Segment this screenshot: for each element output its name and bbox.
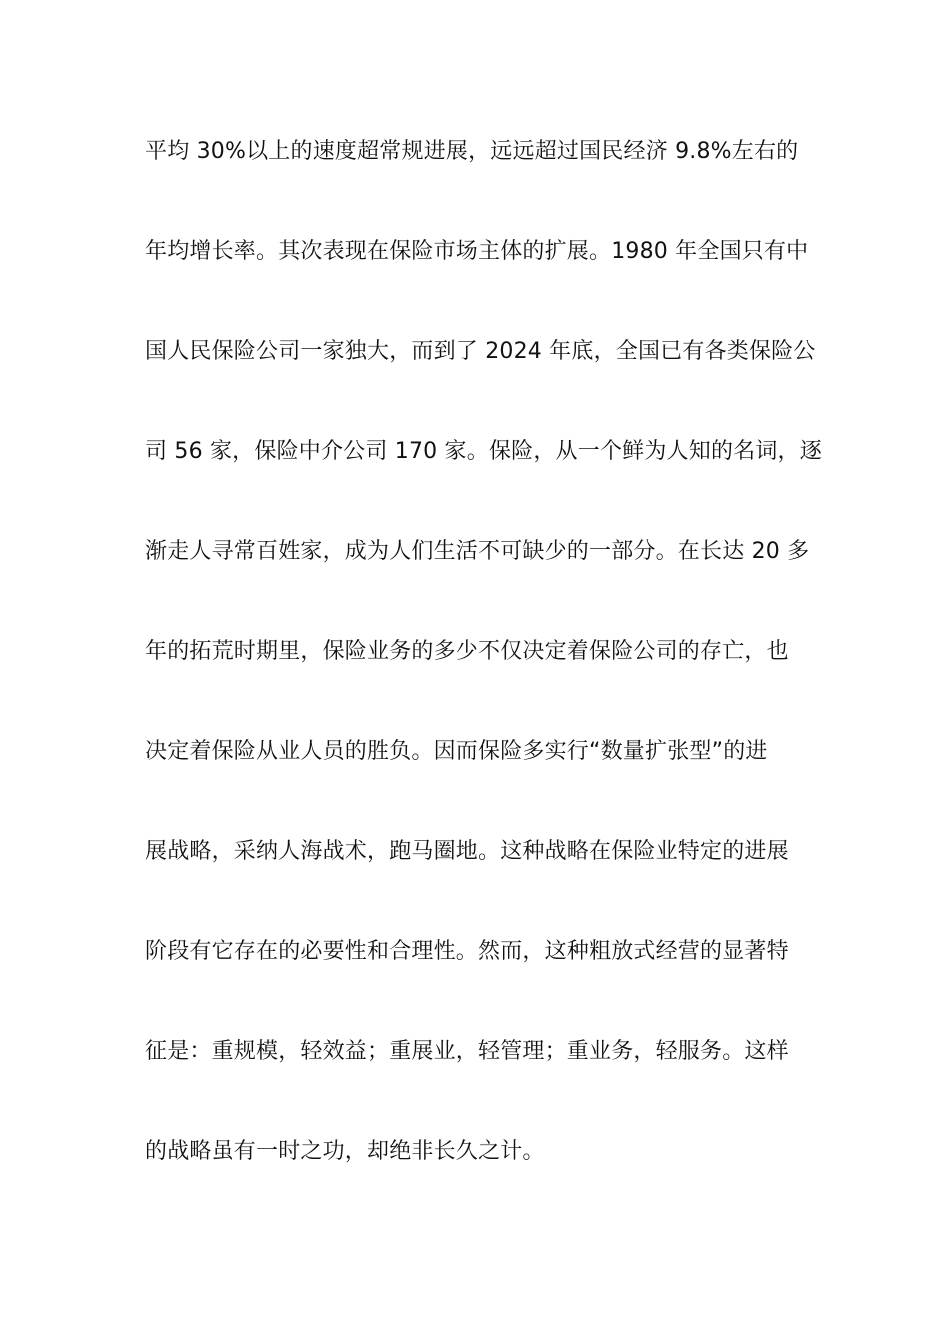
paragraph-line: 征是：重规模，轻效益；重展业，轻管理；重业务，轻服务。这样 (145, 1039, 789, 1064)
body-paragraph (145, 130, 822, 1230)
paragraph-line: 国人民保险公司一家独大，而到了 2024 年底，全国已有各类保险公 (145, 339, 816, 364)
paragraph-line: 年的拓荒时期里，保险业务的多少不仅决定着保险公司的存亡，也 (145, 639, 789, 664)
paragraph-line: 平均 30%以上的速度超常规进展，远远超过国民经济 9.8%左右的 (145, 139, 799, 164)
paragraph-line: 渐走人寻常百姓家，成为人们生活不可缺少的一部分。在长达 20 多 (145, 539, 810, 564)
paragraph-line: 决定着保险从业人员的胜负。因而保险多实行“数量扩张型”的进 (145, 739, 768, 764)
paragraph-line: 年均增长率。其次表现在保险市场主体的扩展。1980 年全国只有中 (145, 239, 809, 264)
paragraph-line: 展战略，采纳人海战术，跑马圈地。这种战略在保险业特定的进展 (145, 839, 789, 864)
paragraph-line: 司 56 家，保险中介公司 170 家。保险，从一个鲜为人知的名词，逐 (145, 439, 822, 464)
paragraph-line: 阶段有它存在的必要性和合理性。然而，这种粗放式经营的显著特 (145, 939, 789, 964)
paragraph-line: 的战略虽有一时之功，却绝非长久之计。 (145, 1139, 545, 1164)
